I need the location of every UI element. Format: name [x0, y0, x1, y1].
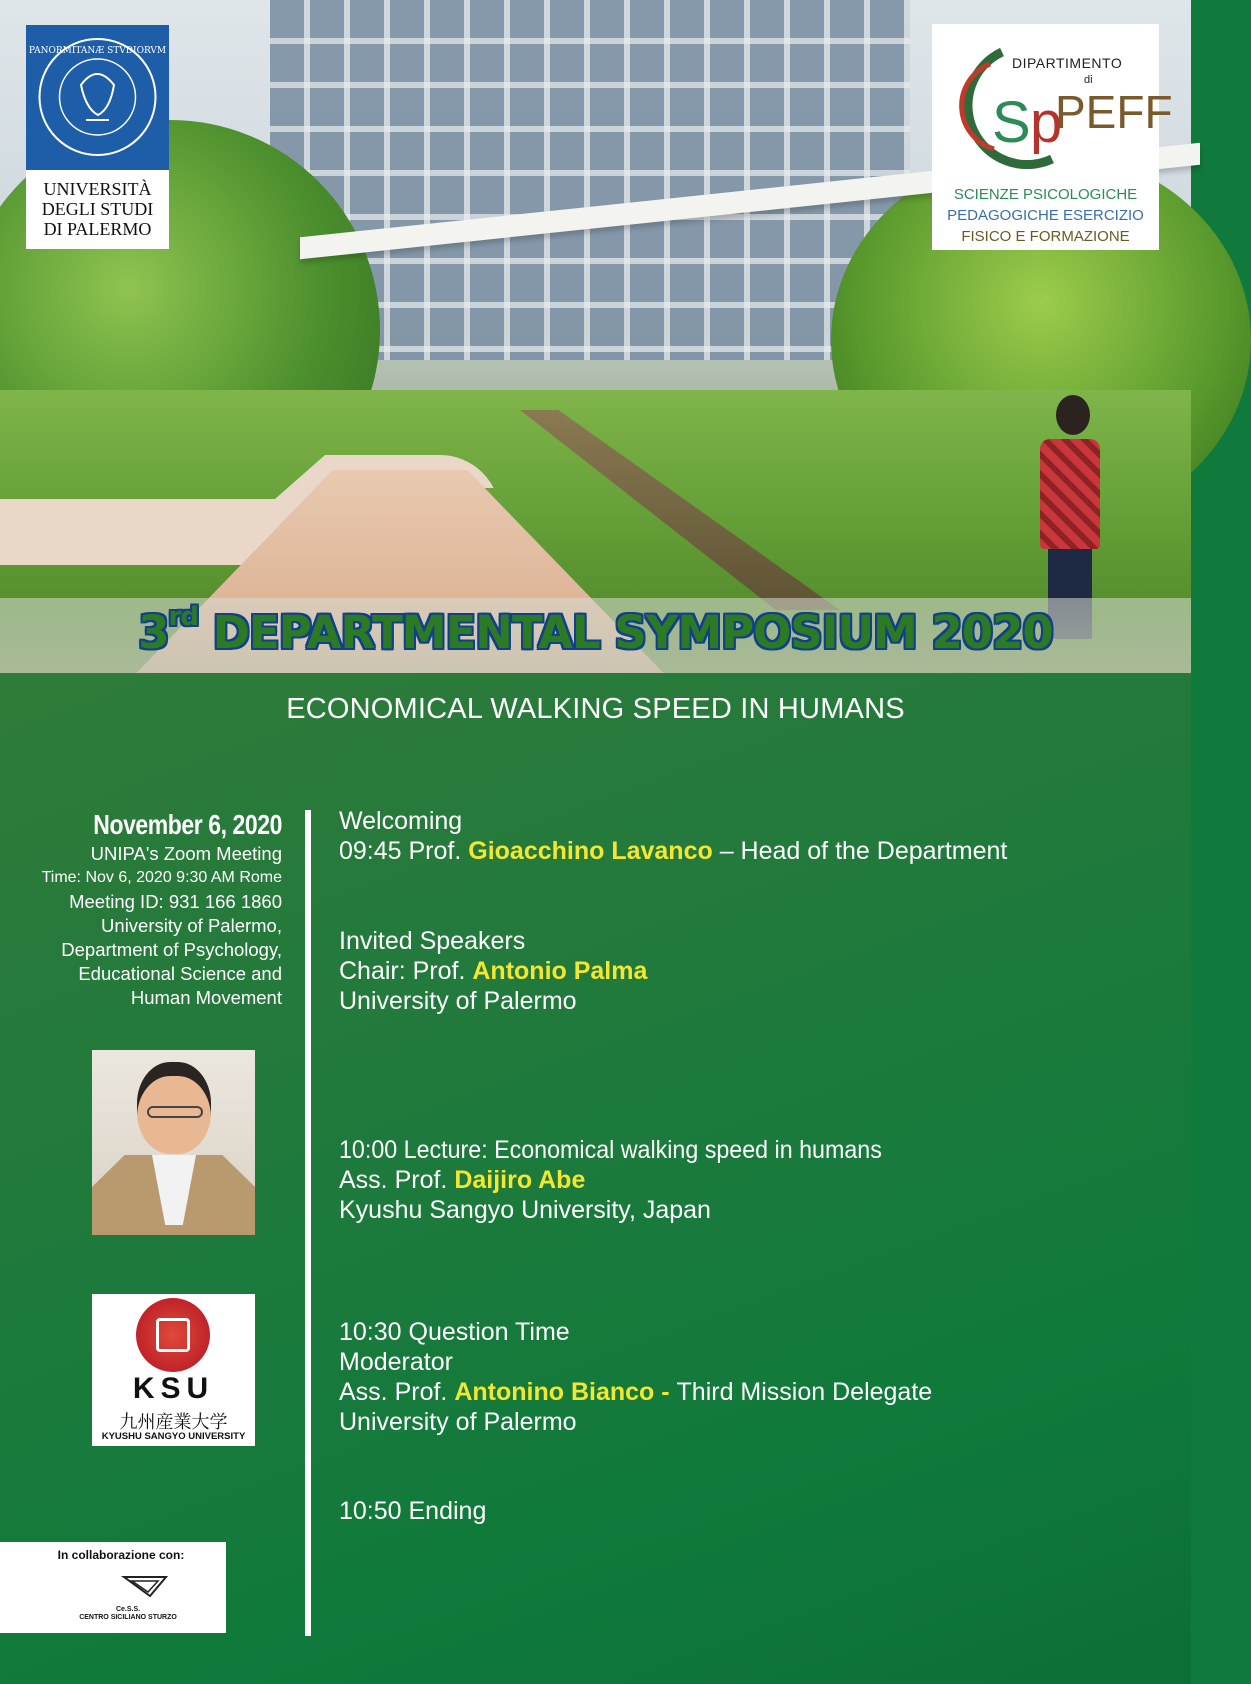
program-invited: Invited Speakers Chair: Prof. Antonio Palma University of Palermo — [339, 927, 648, 1015]
program-lecture: 10:00 Lecture: Economical walking speed in humans Ass. Prof. Daijiro Abe Kyushu Sangyo University, Japan — [339, 1136, 882, 1224]
organizer-line: Department of Psychology, — [61, 939, 282, 960]
lecturer-name: Daijiro Abe — [454, 1166, 586, 1194]
svg-text:PANORMITANÆ STVDIORVM: PANORMITANÆ STVDIORVM — [28, 46, 167, 56]
program-welcome: Welcoming 09:45 Prof. Gioacchino Lavanco – Head of the Department — [339, 807, 1008, 865]
organizer-line: Human Movement — [130, 987, 282, 1008]
university-seal-icon — [26, 25, 169, 170]
title-band — [0, 598, 1191, 673]
event-date: November 6, 2020 — [93, 809, 282, 840]
svg-text:p: p — [1030, 90, 1063, 155]
svg-text:PEFF: PEFF — [1055, 86, 1173, 138]
program-questions: 10:30 Question Time Moderator Ass. Prof. Antonino Bianco - Third Mission Delegate University of Palermo — [339, 1318, 933, 1436]
symposium-subtitle: ECONOMICAL WALKING SPEED IN HUMANS — [286, 693, 905, 725]
moderator-name: Antonino Bianco - — [454, 1378, 677, 1406]
speaker-photo — [92, 1050, 255, 1222]
column-divider — [305, 810, 311, 1636]
ksu-logo — [92, 1294, 255, 1446]
svg-text:S: S — [992, 90, 1031, 155]
collaboration-label: In collaborazione con: — [57, 1548, 185, 1562]
ksu-emblem-icon — [136, 1298, 210, 1372]
ksu-japanese-name: 九州産業大学 — [119, 1412, 228, 1432]
symposium-title: 3rd DEPARTMENTAL SYMPOSIUM 2020 — [138, 602, 1053, 659]
organizer-line: Educational Science and — [78, 963, 282, 984]
program-ending: 10:50 Ending — [339, 1497, 487, 1525]
meeting-platform: UNIPA's Zoom Meeting — [90, 843, 282, 864]
event-info — [10, 808, 282, 1010]
collaboration-org: Ce.S.S. CENTRO SICILIANO STURZO — [79, 1606, 177, 1621]
speaker-name: Gioacchino Lavanco — [468, 837, 713, 865]
sppeff-emblem-icon — [932, 24, 1173, 184]
cess-logo-icon — [122, 1574, 168, 1600]
department-name: SCIENZE PSICOLOGICHE PEDAGOGICHE ESERCIZIO FISICO E FORMAZIONE — [947, 186, 1144, 245]
lecture-title: 10:00 Lecture: Economical walking speed in humans — [339, 1136, 882, 1164]
department-logo: S p PEFF DIPARTIMENTO di SCIENZE PSICOLOGICHE PEDAGOGICHE ESERCIZIO FISICO E FORMAZIONE — [932, 24, 1159, 250]
meeting-id: Meeting ID: 931 166 1860 — [69, 891, 282, 912]
chair-name: Antonio Palma — [472, 957, 648, 985]
university-name: UNIVERSITÀ DEGLI STUDI DI PALERMO — [41, 179, 154, 239]
ksu-letters: KSU — [132, 1372, 215, 1405]
meeting-time: Time: Nov 6, 2020 9:30 AM Rome — [41, 869, 282, 886]
ksu-english-name: KYUSHU SANGYO UNIVERSITY — [101, 1431, 246, 1442]
organizer-line: University of Palermo, — [101, 915, 282, 936]
collaboration-box — [0, 1542, 226, 1633]
university-logo — [26, 25, 169, 249]
